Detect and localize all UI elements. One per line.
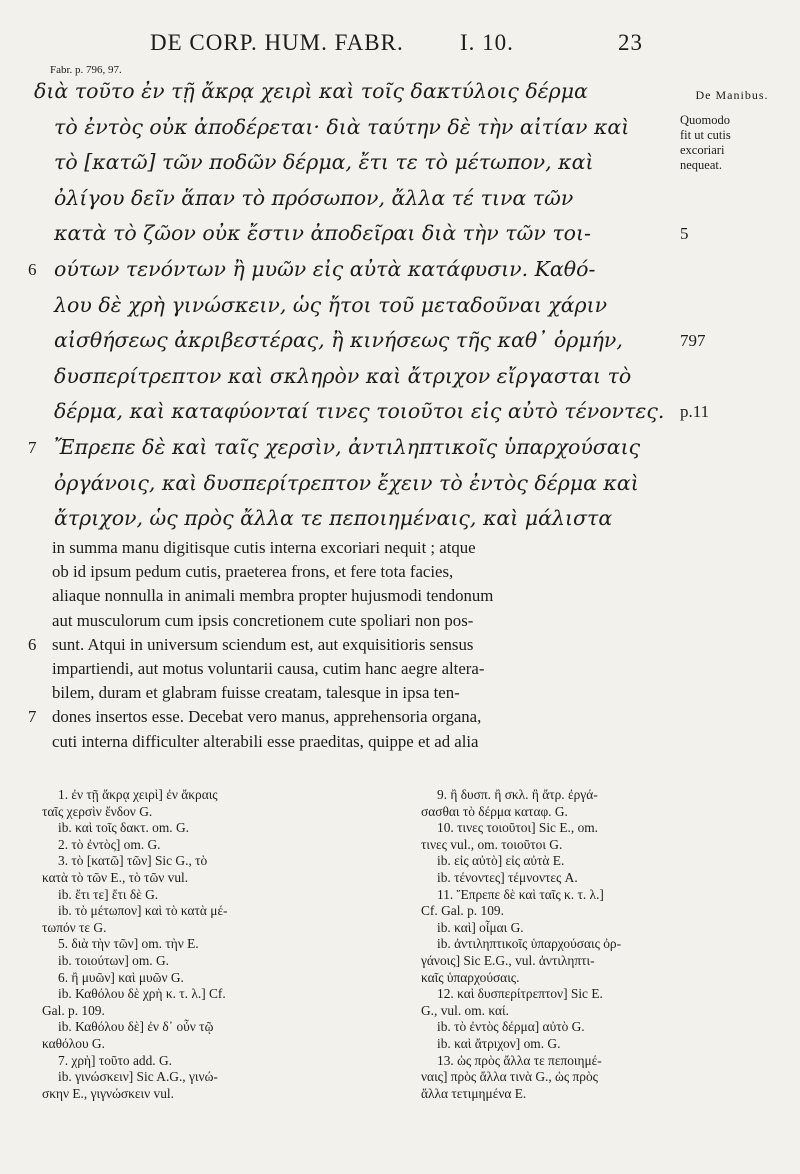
footnote-text: τωπόν τε G. xyxy=(42,919,107,935)
footnote-line xyxy=(58,820,358,837)
marginal-note-heading: De Manibus. xyxy=(695,88,769,102)
greek-line-text: Ἔπρεπε δὲ καὶ ταῖς χερσὶν, ἀντιληπτικοῖς ὑπαρχούσαις xyxy=(54,434,641,459)
footnote-line xyxy=(437,787,697,804)
footnote-text: ναις] πρὸς ἄλλα τινὰ G., ὡς πρὸς xyxy=(421,1069,598,1085)
footnote-text: 13. ὡς πρὸς ἄλλα τε πεποιημέ- xyxy=(437,1052,602,1068)
footnote-line xyxy=(58,1053,358,1070)
footnote-text: Cf. Gal. p. 109. xyxy=(421,903,504,919)
greek-line xyxy=(30,323,706,359)
footnote-text: ἄλλα τετιμημένα E. xyxy=(421,1085,527,1101)
greek-line-text: διὰ τοῦτο ἐν τῇ ἄκρᾳ χειρὶ καὶ τοῖς δακτύλοις δέρμα xyxy=(34,79,588,103)
footnote-line xyxy=(421,1002,697,1020)
latin-line xyxy=(30,633,690,657)
footnote-text: Gal. p. 109. xyxy=(42,1002,105,1018)
footnote-line xyxy=(437,820,697,837)
footnote-text: τινες vul., om. τοιοῦτοι G. xyxy=(421,836,563,852)
greek-line xyxy=(30,252,680,288)
footnote-text: 1. ἐν τῇ ἄκρᾳ χειρὶ] ἐν ἄκραις xyxy=(58,787,218,802)
footnote-line xyxy=(58,953,358,970)
greek-line xyxy=(30,430,680,466)
footnote-line xyxy=(421,836,697,854)
latin-line xyxy=(30,584,690,608)
footnote-line xyxy=(42,919,358,937)
line-number-left: 6 xyxy=(28,259,37,279)
greek-line xyxy=(30,181,680,217)
footnote-line xyxy=(42,803,358,821)
footnote-text: ib. Καθόλου δὲ] ἐν δ᾽ οὖν τῷ xyxy=(58,1019,214,1035)
footnote-text: 2. τὸ ἐντὸς] om. G. xyxy=(58,836,161,852)
footnote-text: ib. ἀντιληπτικοῖς ὑπαρχούσαις ὀρ- xyxy=(437,936,622,952)
greek-line-text: δέρμα, καὶ καταφύονταί τινες τοιοῦτοι εἰς αὐτὸ τένοντες. xyxy=(54,399,665,424)
footnote-line xyxy=(421,803,697,821)
footnote-line xyxy=(42,1085,358,1103)
fabrica-reference: Fabr. p. 796, 97. xyxy=(50,64,122,76)
latin-translation xyxy=(30,536,690,754)
footnote-text: σασθαι τὸ δέρμα καταφ. G. xyxy=(421,803,568,819)
footnote-text: ib. εἰς αὐτὸ] εἰς αὐτὰ E. xyxy=(437,853,565,869)
latin-line xyxy=(30,657,690,681)
footnote-line xyxy=(421,1069,697,1086)
marginal-note-line: excoriari xyxy=(680,143,725,157)
footnote-line xyxy=(58,986,358,1003)
greek-line-text: ούτων τενόντων ἢ μυῶν εἰς αὐτὰ κατάφυσιν. Καθό- xyxy=(54,256,596,281)
marginal-note xyxy=(676,88,788,173)
footnote-line xyxy=(437,853,697,870)
latin-line-text: ob id ipsum pedum cutis, praeterea frons, et fere tota facies, xyxy=(52,562,454,582)
footnote-text: 9. ἢ δυσπ. ἢ σκλ. ἢ ἄτρ. ἐργά- xyxy=(437,787,598,802)
line-number-left: 7 xyxy=(28,437,37,457)
latin-line-text: in summa manu digitisque cutis interna excoriari nequit ; atque xyxy=(52,538,476,557)
footnote-line xyxy=(42,1035,358,1053)
latin-line-text: cuti interna difficulter alterabili esse praeditas, quippe et ad alia xyxy=(52,731,479,751)
greek-line-text: κατὰ τὸ ζῶον οὐκ ἔστιν ἀποδεῖραι διὰ τὴν τῶν τοι- xyxy=(54,221,591,246)
footnotes-left-column xyxy=(42,787,358,1102)
footnote-text: ib. τοιούτων] om. G. xyxy=(58,952,169,968)
latin-line-text: impartiendi, aut motus voluntarii causa, cutim hanc aegre altera- xyxy=(52,658,485,678)
section-number: I. 10. xyxy=(460,30,514,55)
greek-line-text: ἄτριχον, ὡς πρὸς ἄλλα τε πεποιημέναις, καὶ μάλιστα xyxy=(54,506,613,531)
latin-line-text: bilem, duram et glabram fuisse creatam, talesque in ipsa ten- xyxy=(52,683,460,703)
footnote-line xyxy=(58,787,358,804)
footnote-text: καῖς ὑπαρχούσαις. xyxy=(421,969,520,985)
footnote-line xyxy=(58,1069,358,1086)
footnote-line xyxy=(42,869,358,887)
footnote-line xyxy=(437,1053,697,1070)
greek-line-text: λου δὲ χρὴ γινώσκειν, ὡς ἤτοι τοῦ μεταδοῦναι χάριν xyxy=(54,292,608,317)
greek-line xyxy=(30,501,680,537)
footnote-text: καθόλου G. xyxy=(42,1035,105,1051)
footnote-line xyxy=(421,952,697,970)
footnote-text: ταῖς χερσὶν ἔνδον G. xyxy=(42,803,153,819)
footnote-text: γάνοις] Sic E.G., vul. ἀντιληπτι- xyxy=(421,952,595,968)
footnote-line xyxy=(421,969,697,987)
line-number-right: p.11 xyxy=(680,402,710,422)
greek-line xyxy=(30,288,680,324)
latin-line-text: aliaque nonnulla in animali membra propter hujusmodi tendonum xyxy=(52,586,494,606)
footnote-line xyxy=(58,903,358,920)
footnote-line xyxy=(437,1019,697,1036)
footnote-text: 3. τὸ [κατῶ] τῶν] Sic G., τὸ xyxy=(58,853,208,869)
greek-line-text: τὸ [κατῶ] τῶν ποδῶν δέρμα, ἔτι τε τὸ μέτωπον, καὶ xyxy=(54,150,594,175)
page-number: 23 xyxy=(618,30,643,55)
footnote-line xyxy=(58,853,358,870)
footnote-line xyxy=(58,936,358,953)
marginal-note-line: nequeat. xyxy=(680,158,722,172)
footnote-text: 11. Ἔπρεπε δὲ καὶ ταῖς κ. τ. λ.] xyxy=(437,886,604,902)
footnote-text: σκην E., γιγνώσκειν vul. xyxy=(42,1085,174,1101)
footnote-line xyxy=(437,870,697,887)
greek-line xyxy=(30,394,710,430)
greek-line-text: αἰσθήσεως ἀκριβεστέρας, ἢ κινήσεως τῆς καθ᾽ ὁρμήν, xyxy=(54,328,623,353)
latin-line xyxy=(30,560,690,584)
footnote-line xyxy=(421,903,697,920)
footnote-text: 10. τινες τοιοῦτοι] Sic E., om. xyxy=(437,820,599,836)
line-number-right: 797 xyxy=(680,331,706,351)
latin-line xyxy=(30,536,690,560)
greek-line xyxy=(30,466,680,502)
footnote-text: 7. χρὴ] τοῦτο add. G. xyxy=(58,1052,173,1068)
footnote-text: 5. διὰ τὴν τῶν] om. τὴν E. xyxy=(58,936,199,952)
footnote-text: ib. καὶ] οἶμαι G. xyxy=(437,919,524,935)
footnote-line xyxy=(421,1085,697,1103)
latin-line xyxy=(30,705,690,729)
footnote-line xyxy=(58,887,358,904)
footnote-line xyxy=(58,970,358,987)
footnote-text: ib. καὶ τοῖς δακτ. om. G. xyxy=(58,820,190,836)
footnote-line xyxy=(437,1036,697,1053)
footnote-line xyxy=(42,1002,358,1020)
latin-line xyxy=(30,681,690,705)
footnote-text: ib. ἔτι τε] ἔτι δὲ G. xyxy=(58,886,159,902)
footnote-text: 12. καὶ δυσπερίτρεπτον] Sic E. xyxy=(437,986,603,1002)
footnote-line xyxy=(437,986,697,1003)
footnote-line xyxy=(58,1019,358,1036)
greek-line xyxy=(30,216,689,252)
greek-line-text: δυσπερίτρεπτον καὶ σκληρὸν καὶ ἄτριχον εἴργασται τὸ xyxy=(54,363,632,388)
greek-line-text: ὀργάνοις, καὶ δυσπερίτρεπτον ἔχειν τὸ ἐντὸς δέρμα καὶ xyxy=(54,470,639,495)
footnote-text: 6. ἢ μυῶν] καὶ μυῶν G. xyxy=(58,969,184,985)
latin-line-text: dones insertos esse. Decebat vero manus, apprehensoria organa, xyxy=(52,707,482,727)
footnote-text: ib. τὸ ἐντὸς δέρμα] αὐτὸ G. xyxy=(437,1019,585,1035)
footnote-line xyxy=(437,936,697,953)
latin-line xyxy=(30,609,690,633)
greek-line xyxy=(30,145,680,181)
section-number: 6 xyxy=(28,634,37,654)
footnote-line xyxy=(437,887,697,904)
greek-line-text: τὸ ἐντὸς οὐκ ἀποδέρεται· διὰ ταύτην δὲ τὴν αἰτίαν καὶ xyxy=(54,114,630,139)
section-number: 7 xyxy=(28,707,37,727)
footnote-text: ib. τὸ μέτωπον] καὶ τὸ κατὰ μέ- xyxy=(58,903,228,919)
latin-line-text: aut musculorum cum ipsis concretionem cute spoliari non pos- xyxy=(52,610,474,630)
greek-line xyxy=(30,110,680,146)
footnote-text: ib. Καθόλου δὲ χρὴ κ. τ. λ.] Cf. xyxy=(58,986,226,1002)
marginal-note-line: Quomodo xyxy=(680,113,730,127)
greek-line-text: ὀλίγου δεῖν ἅπαν τὸ πρόσωπον, ἄλλα τέ τινα τῶν xyxy=(54,185,574,210)
greek-line xyxy=(30,74,680,110)
footnote-line xyxy=(58,837,358,854)
marginal-note-line: fit ut cutis xyxy=(680,128,731,142)
footnote-text: ib. γινώσκειν] Sic A.G., γινώ- xyxy=(58,1069,218,1085)
footnote-text: ib. τένοντες] τέμνοντες A. xyxy=(437,869,578,885)
marginal-note-text xyxy=(676,113,788,173)
running-title: DE CORP. HUM. FABR. xyxy=(150,30,404,55)
footnote-text: κατὰ τὸ τῶν E., τὸ τῶν vul. xyxy=(42,869,189,885)
latin-line xyxy=(30,730,690,754)
footnote-text: ib. καὶ ἄτριχον] om. G. xyxy=(437,1035,561,1051)
footnote-text: G., vul. om. καί. xyxy=(421,1002,509,1018)
greek-line xyxy=(30,359,680,395)
line-number-right: 5 xyxy=(680,224,689,244)
footnote-line xyxy=(437,920,697,937)
footnotes-right-column xyxy=(421,787,697,1102)
latin-line-text: sunt. Atqui in universum sciendum est, aut exquisitioris sensus xyxy=(52,634,474,654)
